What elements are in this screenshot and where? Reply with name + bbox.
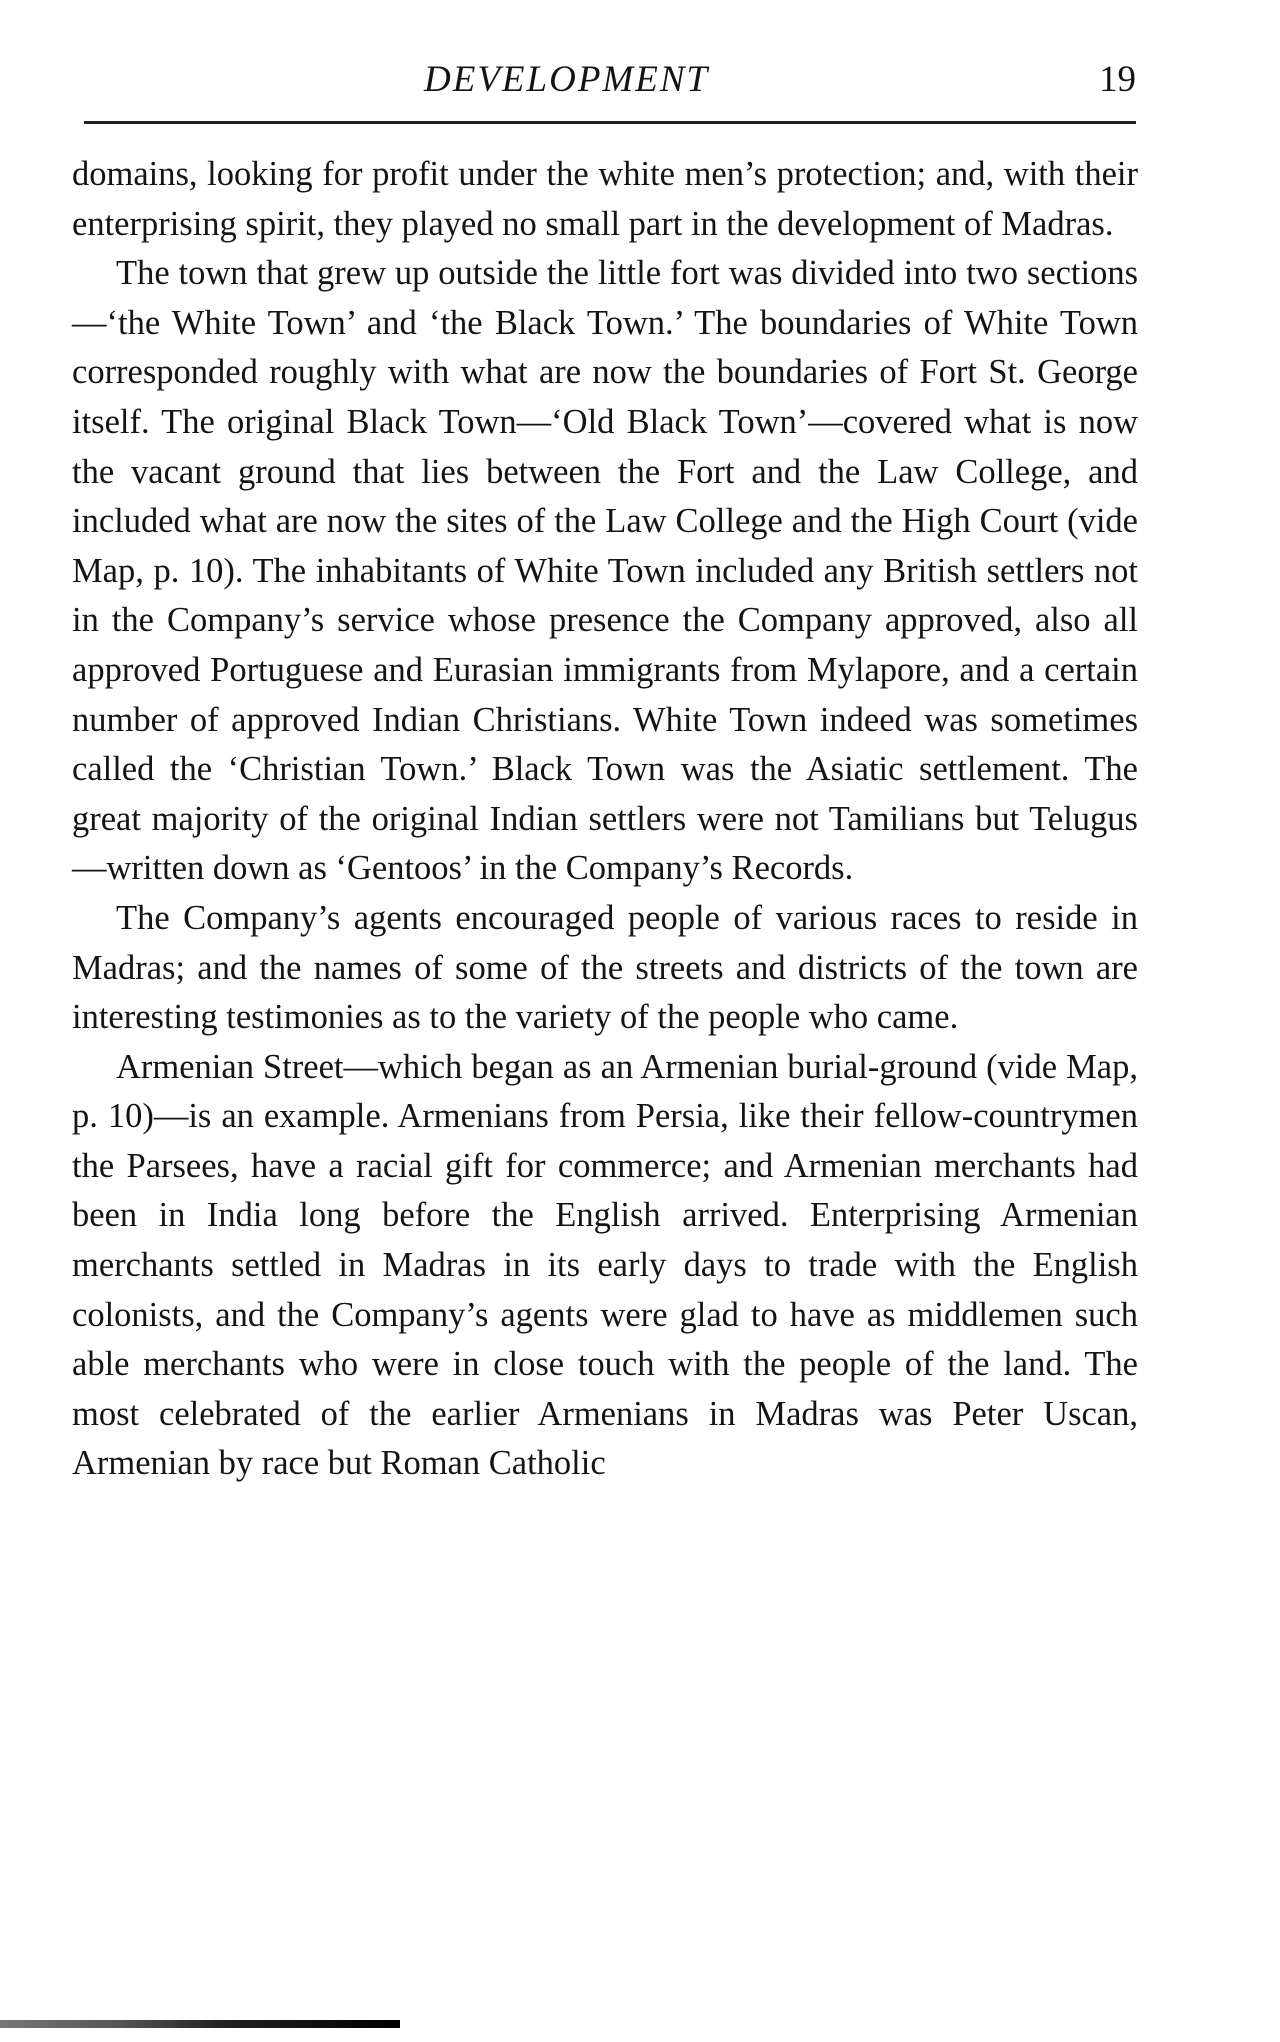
paragraph-1: domains, looking for profit under the white men’s protection; and, with their enterprising spirit, they played no small part in the development of Madras. xyxy=(72,155,1138,243)
header-rule xyxy=(84,121,1136,124)
paragraph-2: The town that grew up outside the little fort was divided into two sections—‘the White Town’ and ‘the Black Town.’ The boundaries of White Town corresponded roughly with what are now the boundaries of Fort St. George itself. The original Black Town—‘Old Black Town’—covered what is now the vacant ground that lies between the Fort and the Law College, and included what are now the sites of the Law College and the High Court (vide Map, p. 10). The inhabitants of White Town included any British settlers not in the Company’s service whose presence the Company approved, also all approved Portuguese and Eurasian immigrants from Mylapore, and a certain number of approved Indian Christians. White Town indeed was sometimes called the ‘Christian Town.’ Black Town was the Asiatic settlement. The great majority of the original Indian settlers were not Tamilians but Telugus —written down as ‘Gentoos’ in the Company’s Records. xyxy=(72,254,1138,888)
body-text xyxy=(72,150,1138,1489)
paragraph-4: Armenian Street—which began as an Armenian burial-ground (vide Map, p. 10)—is an example. Armenians from Persia, like their fellow-countrymen the Parsees, have a racial gift for commerce; and Armenian merchants had been in India long before the English arrived. Enterprising Armenian merchants settled in Madras in its early days to trade with the English colonists, and the Company’s agents were glad to have as middlemen such able merchants who were in close touch with the people of the land. The most celebrated of the earlier Armenians in Madras was Peter Uscan, Armenian by race but Roman Catholic xyxy=(72,1047,1138,1483)
page-header xyxy=(84,58,1140,118)
page-number: 19 xyxy=(1099,59,1136,100)
running-title: DEVELOPMENT xyxy=(424,59,710,100)
paragraph-3: The Company’s agents encouraged people of various races to reside in Madras; and the names of some of the streets and districts of the town are interesting testimonies as to the variety of the people who came. xyxy=(72,898,1138,1037)
scan-edge-bar xyxy=(0,2020,400,2028)
